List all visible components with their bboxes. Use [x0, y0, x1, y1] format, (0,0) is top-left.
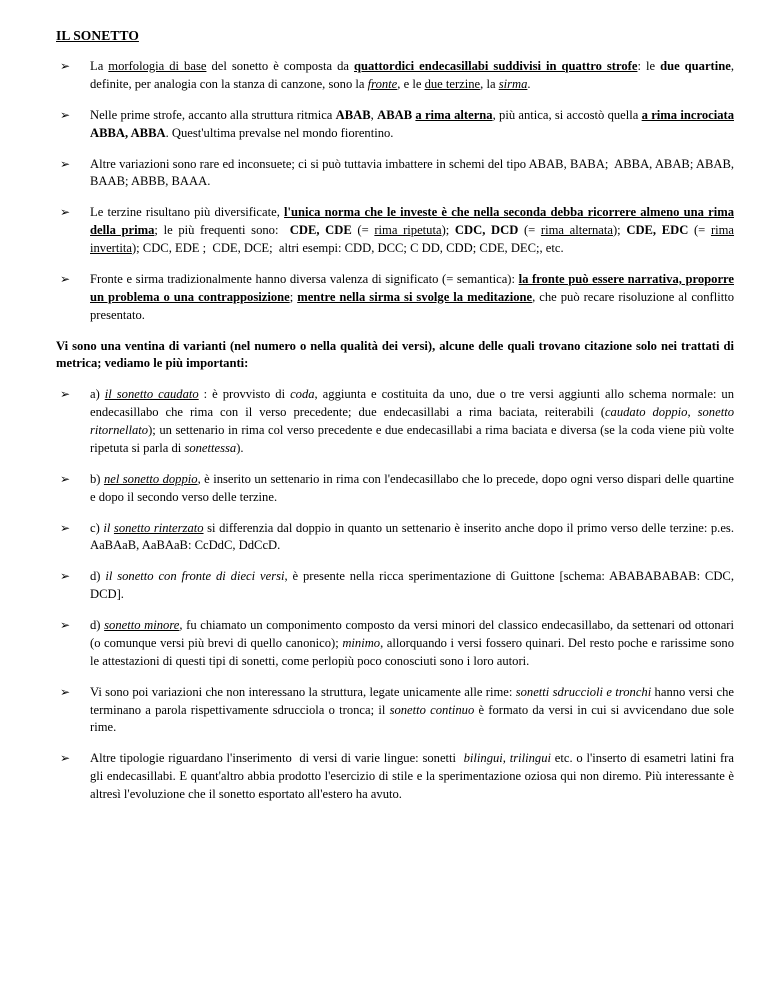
variante-item-sonetto-minore — [56, 617, 734, 671]
paragraph-text: c) il sonetto rinterzato si differenzia dal doppio in quanto un settenario è inserito anche dopo il primo verso delle terzine: p.es. AaBAaB, AaBAaB: CcDdC, DdCcD. — [90, 520, 734, 553]
variante-item-sonetto-caudato — [56, 386, 734, 458]
varianti-bullet-list — [56, 386, 734, 804]
bullet-arrow-icon: ➢ — [60, 520, 71, 535]
paragraph-text: Nelle prime strofe, accanto alla struttura ritmica ABAB, ABAB a rima alterna, più antica, si accostò quella a rima incrociata ABBA, ABBA. Quest'ultima prevalse nel mondo fiorentino. — [90, 107, 734, 140]
bullet-arrow-icon: ➢ — [60, 751, 71, 766]
variante-item-altre-tipologie — [56, 750, 734, 804]
list-item-altre-variazioni — [56, 156, 734, 192]
variante-item-variazioni-rime — [56, 684, 734, 738]
paragraph-text: La morfologia di base del sonetto è composta da quattordici endecasillabi suddivisi in quattro strofe: le due quartine, definite, per analogia con la stanza di canzone, sono la fronte, e le due terzine, la sirma. — [90, 59, 735, 91]
list-item-terzine — [56, 204, 734, 258]
list-item-fronte-sirma — [56, 271, 734, 325]
paragraph-text: d) il sonetto con fronte di dieci versi, è presente nella ricca sperimentazione di Guittone [schema: ABABABABAB: CDC, DCD]. — [90, 569, 734, 602]
page-title: IL SONETTO — [56, 28, 139, 43]
paragraph-text: Le terzine risultano più diversificate, l'unica norma che le investe è che nella seconda debba ricorrere almeno una rima della prima; le più frequenti sono: CDE, CDE (= rima ripetuta); CDC, DCD (= rima alternata); CDE, EDC (= rima invertita); CDC, EDE ; CDE, DCE; altri esempi: CDD, DCC; C DD, CDD; CDE, DEC;, etc. — [90, 205, 735, 255]
bullet-arrow-icon: ➢ — [60, 387, 71, 402]
paragraph-text: Vi sono poi variazioni che non interessano la struttura, legate unicamente alle rime: sonetti sdruccioli e tronchi hanno versi che terminano a parola rispettivamente sdrucciola o tronca; il sonetto continuo è formato da versi in cui si avvicendano due sole rime. — [90, 684, 735, 735]
paragraph-text: d) sonetto minore, fu chiamato un componimento composto da versi minori del classico endecasillabo, da settenari od ottonari (o comunque versi più brevi di quello canonico); minimo, allorquando i versi fossero quinari. Del resto poche e rarissime sono le attestazioni di questi tipi di sonetti, come perlopiù poco conosciuti sono i loro autori. — [90, 618, 735, 668]
bullet-arrow-icon: ➢ — [60, 59, 71, 73]
paragraph-text: b) nel sonetto doppio, è inserito un settenario in rima con l'endecasillabo che lo precede, dopo ogni verso dispari delle quartine e dopo il secondo verso delle terzine. — [90, 471, 734, 504]
bullet-arrow-icon: ➢ — [60, 205, 71, 220]
list-item-morfologia — [56, 58, 734, 94]
main-bullet-list — [56, 58, 734, 325]
paragraph-text: Altre variazioni sono rare ed inconsuete; ci si può tuttavia imbattere in schemi del tipo ABAB, BABA; ABBA, ABAB; ABAB, BAAB; ABBB, BAAA. — [90, 156, 734, 189]
bullet-arrow-icon: ➢ — [60, 471, 71, 486]
bullet-arrow-icon: ➢ — [60, 684, 71, 699]
paragraph-text: Fronte e sirma tradizionalmente hanno diversa valenza di significato (= semantica): la fronte può essere narrativa, proporre un problema o una contrapposizione; mentre nella sirma si svolge la meditazione, che può recare risoluzione al conflitto presentato. — [90, 271, 735, 322]
varianti-intro-paragraph: Vi sono una ventina di varianti (nel numero o nella qualità dei versi), alcune delle quali trovano citazione solo nei trattati di metrica; vediamo le più importanti: — [56, 338, 734, 371]
bullet-arrow-icon: ➢ — [60, 156, 71, 171]
variante-item-sonetto-rinterzato — [56, 520, 734, 556]
paragraph-text: Altre tipologie riguardano l'inserimento di versi di varie lingue: sonetti bilingui, trilingui etc. o l'inserto di esametri latini fra gli endecasillabi. E quant'altro abbia prodotto l'esercizio di stile e la sperimentazione oziosa qui non diremo. Più interessante è altresì l'evoluzione che il sonetto esportato all'estero ha avuto. — [90, 751, 734, 801]
bullet-arrow-icon: ➢ — [60, 271, 71, 286]
variante-item-sonetto-doppio — [56, 471, 734, 507]
list-item-prime-strofe — [56, 107, 734, 143]
bullet-arrow-icon: ➢ — [60, 618, 71, 632]
bullet-arrow-icon: ➢ — [60, 107, 71, 122]
paragraph-text: a) il sonetto caudato : è provvisto di coda, aggiunta e costituita da uno, due o tre versi aggiunti allo schema normale: un endecasillabo che rima con il verso precedente; due endecasillabi a rima baciata, reiterabili (caudato doppio, sonetto ritornellato); un settenario in rima col verso precedente e due endecasillabi a rima baciata e diversa (se la coda viene più volte ripetuta si parla di sonettessa). — [90, 387, 734, 455]
variante-item-sonetto-fronte-dieci-versi — [56, 568, 734, 604]
bullet-arrow-icon: ➢ — [60, 569, 71, 584]
